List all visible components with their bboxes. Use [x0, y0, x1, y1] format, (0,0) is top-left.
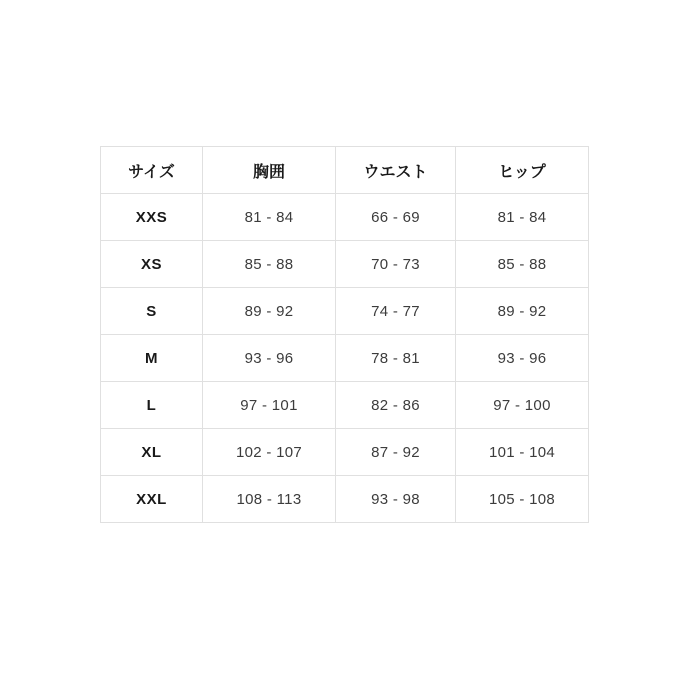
hip-cell: 97 - 100	[456, 382, 589, 429]
hip-cell: 81 - 84	[456, 194, 589, 241]
size-cell: M	[101, 335, 203, 382]
size-cell: S	[101, 288, 203, 335]
hip-cell: 89 - 92	[456, 288, 589, 335]
waist-cell: 70 - 73	[336, 241, 456, 288]
hip-cell: 93 - 96	[456, 335, 589, 382]
table-row-xxl	[101, 476, 589, 523]
size-chart	[100, 146, 589, 523]
hip-cell: 105 - 108	[456, 476, 589, 523]
waist-cell: 74 - 77	[336, 288, 456, 335]
header-row	[101, 147, 589, 194]
chest-cell: 97 - 101	[203, 382, 336, 429]
table-row-m	[101, 335, 589, 382]
header-hip: ヒップ	[456, 147, 589, 194]
size-cell: L	[101, 382, 203, 429]
chest-cell: 89 - 92	[203, 288, 336, 335]
waist-cell: 93 - 98	[336, 476, 456, 523]
chest-cell: 102 - 107	[203, 429, 336, 476]
size-cell: XXS	[101, 194, 203, 241]
size-cell: XL	[101, 429, 203, 476]
waist-cell: 66 - 69	[336, 194, 456, 241]
chest-cell: 81 - 84	[203, 194, 336, 241]
chest-cell: 93 - 96	[203, 335, 336, 382]
header-chest: 胸囲	[203, 147, 336, 194]
size-chart-table	[100, 146, 589, 523]
table-row-xs	[101, 241, 589, 288]
size-cell: XS	[101, 241, 203, 288]
chest-cell: 108 - 113	[203, 476, 336, 523]
header-waist: ウエスト	[336, 147, 456, 194]
waist-cell: 87 - 92	[336, 429, 456, 476]
table-row-l	[101, 382, 589, 429]
table-row-s	[101, 288, 589, 335]
waist-cell: 82 - 86	[336, 382, 456, 429]
chest-cell: 85 - 88	[203, 241, 336, 288]
table-row-xxs	[101, 194, 589, 241]
waist-cell: 78 - 81	[336, 335, 456, 382]
size-cell: XXL	[101, 476, 203, 523]
hip-cell: 85 - 88	[456, 241, 589, 288]
table-row-xl	[101, 429, 589, 476]
header-size: サイズ	[101, 147, 203, 194]
hip-cell: 101 - 104	[456, 429, 589, 476]
